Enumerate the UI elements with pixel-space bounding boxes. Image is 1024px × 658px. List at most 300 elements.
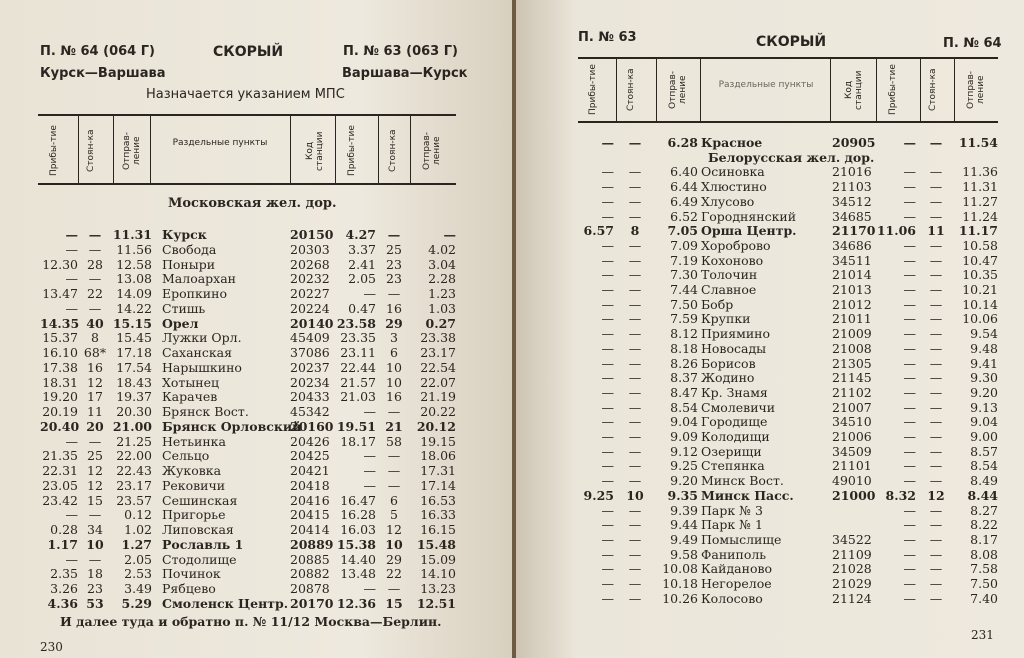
cell-departure: 0.12: [124, 507, 152, 523]
table-row: [516, 179, 1024, 194]
cell-arrival-return: —: [903, 531, 916, 547]
cell-departure: 17.54: [116, 359, 152, 375]
cell-arrival: —: [65, 241, 78, 257]
cell-departure: 14.09: [116, 286, 152, 301]
cell-departure: 7.05: [667, 223, 698, 239]
cell-departure-return: 7.58: [970, 561, 998, 577]
col-station-header: Раздельные пункты: [172, 138, 268, 148]
table-row: [516, 547, 1024, 562]
table-row: [516, 561, 1024, 576]
cell-stop-return: 22: [386, 566, 402, 582]
cell-code: 20418: [290, 477, 330, 493]
cell-arrival: 21.35: [42, 448, 78, 464]
cell-station: Кр. Знамя: [701, 384, 768, 400]
cell-stop-return: 15: [385, 595, 403, 611]
cell-code: 21012: [832, 296, 872, 312]
cell-station: Курск: [162, 227, 207, 242]
cell-stop-return: 21: [385, 418, 403, 434]
r-col-dep-header: Отправ-ление: [668, 71, 688, 109]
cell-stop-return: —: [387, 448, 401, 464]
cell-code: 20882: [290, 566, 330, 582]
cell-departure-return: 10.47: [962, 252, 998, 268]
cell-code: 20889: [290, 536, 334, 552]
table-row: [0, 537, 512, 552]
cell-departure-return: —: [443, 227, 456, 242]
cell-code: 21305: [832, 355, 872, 371]
table-row: [0, 419, 512, 434]
col-arr-header: Прибы-тие: [49, 125, 59, 177]
cell-arrival: —: [601, 473, 614, 489]
cell-departure: 5.29: [121, 595, 152, 611]
cell-departure-return: 10.21: [962, 282, 998, 297]
cell-arrival-return: —: [903, 252, 916, 268]
cell-departure-return: 16.15: [420, 522, 456, 537]
cell-station: Осиновка: [701, 164, 765, 180]
cell-departure: 15.15: [112, 315, 152, 331]
cell-arrival: 20.19: [42, 404, 78, 419]
cell-arrival-return: 18.17: [340, 433, 376, 449]
left-footer-note: И далее туда и обратно п. № 11/12 Москва—Берлин.: [60, 614, 442, 629]
cell-arrival: —: [601, 237, 614, 253]
cell-stop: 28: [87, 256, 103, 272]
cell-departure: 1.02: [124, 522, 152, 537]
cell-arrival-return: —: [903, 502, 916, 518]
cell-code: 34510: [832, 414, 872, 430]
cell-station: Рековичи: [162, 477, 226, 493]
cell-stop-return: —: [387, 404, 401, 419]
cell-arrival: —: [601, 517, 614, 533]
cell-station: Рябцево: [162, 581, 216, 596]
cell-station: Озерищи: [701, 443, 762, 459]
cell-code: 20905: [832, 135, 876, 150]
cell-arrival: 0.28: [50, 522, 78, 537]
cell-stop-return: —: [929, 502, 943, 518]
cell-departure: 21.00: [112, 418, 152, 434]
cell-stop: —: [628, 384, 642, 400]
cell-arrival: —: [601, 252, 614, 268]
cell-departure-return: 8.08: [970, 546, 998, 562]
cell-arrival: —: [601, 531, 614, 547]
cell-stop: 18: [87, 566, 103, 582]
cell-departure-return: 1.03: [428, 300, 456, 316]
cell-code: 21103: [832, 179, 872, 195]
cell-departure-return: 8.22: [970, 517, 998, 533]
cell-departure-return: 16.33: [420, 507, 456, 523]
cell-departure-return: 23.17: [420, 345, 456, 360]
cell-departure: 10.08: [662, 561, 698, 577]
cell-departure-return: 4.02: [428, 241, 456, 257]
cell-departure: 1.27: [121, 536, 152, 552]
cell-stop: —: [628, 502, 642, 518]
cell-arrival-return: —: [903, 561, 916, 577]
cell-stop: —: [628, 458, 642, 474]
cell-departure-return: 8.54: [970, 458, 998, 474]
cell-arrival-return: 8.32: [885, 487, 916, 503]
cell-code: 20150: [290, 227, 334, 242]
cell-departure: 9.58: [670, 546, 698, 562]
cell-departure: 7.59: [670, 311, 698, 327]
cell-stop: —: [628, 296, 642, 312]
cell-code: 21101: [832, 458, 872, 474]
cell-stop: —: [628, 208, 642, 224]
cell-departure: 8.18: [670, 340, 698, 356]
table-row: [516, 370, 1024, 385]
r-col-dep2-header: Отправ-ление: [966, 71, 986, 109]
cell-arrival-return: —: [903, 414, 916, 430]
r-col-code-header: Код станции: [844, 70, 864, 110]
cell-station: Красное: [701, 135, 763, 150]
cell-stop-return: 29: [386, 551, 402, 567]
cell-station: Парк № 1: [701, 517, 763, 533]
cell-departure-return: 17.14: [420, 477, 456, 493]
cell-arrival-return: —: [903, 458, 916, 474]
cell-code: 20227: [290, 286, 330, 301]
cell-arrival-return: —: [363, 581, 376, 596]
cell-departure: 6.40: [670, 164, 698, 180]
cell-arrival-return: 21.57: [340, 374, 376, 390]
table-row: [516, 429, 1024, 444]
cell-stop-return: 5: [390, 507, 398, 523]
cell-departure-return: 22.54: [420, 359, 456, 375]
cell-arrival: —: [601, 384, 614, 400]
cell-arrival: —: [601, 179, 614, 195]
cell-departure: 14.22: [116, 300, 152, 316]
table-row: [516, 282, 1024, 297]
cell-arrival: 1.17: [47, 536, 78, 552]
section-row: [516, 150, 1024, 165]
right-train-number: П. № 63: [578, 30, 637, 45]
cell-stop-return: —: [929, 414, 943, 430]
cell-stop: 53: [86, 595, 104, 611]
cell-station: Новосады: [701, 340, 767, 356]
cell-departure: 13.08: [116, 271, 152, 287]
cell-station: Липовская: [162, 522, 234, 537]
cell-code: 49010: [832, 473, 872, 489]
left-route-forward: Курск—Варшава: [40, 66, 166, 81]
cell-station: Пригорье: [162, 507, 226, 523]
cell-arrival: 23.42: [42, 492, 78, 508]
cell-stop-return: —: [387, 227, 401, 242]
cell-departure-return: 10.06: [962, 311, 998, 327]
cell-arrival-return: —: [903, 590, 916, 606]
cell-arrival-return: 22.44: [340, 359, 376, 375]
cell-station: Кайданово: [701, 561, 773, 577]
cell-stop: —: [628, 179, 642, 195]
cell-departure: 6.44: [670, 179, 698, 195]
table-row: [0, 330, 512, 345]
cell-departure: 8.26: [670, 355, 698, 371]
cell-stop-return: —: [929, 590, 943, 606]
cell-code: 20885: [290, 551, 330, 567]
cell-departure-return: 9.48: [970, 340, 998, 356]
cell-departure: 6.49: [670, 193, 698, 209]
cell-stop: —: [628, 311, 642, 327]
table-row: [0, 404, 512, 419]
table-row: [516, 488, 1024, 503]
left-route-return: Варшава—Курск: [342, 66, 468, 81]
cell-stop: 20: [86, 418, 104, 434]
cell-arrival: —: [601, 429, 614, 444]
cell-departure-return: 0.27: [425, 315, 456, 331]
cell-stop-return: —: [929, 208, 943, 224]
cell-stop-return: —: [929, 179, 943, 195]
cell-station: Брянск Орловский: [162, 418, 302, 434]
col-code-header: Код станции: [305, 131, 325, 171]
cell-stop-return: —: [929, 164, 943, 180]
cell-stop-return: —: [929, 458, 943, 474]
table-row: [516, 517, 1024, 532]
cell-code: 20268: [290, 256, 330, 272]
cell-arrival: 22.31: [42, 463, 78, 478]
right-return-train-number: П. № 64: [943, 36, 1002, 51]
cell-stop-return: —: [929, 531, 943, 547]
cell-departure-return: 17.31: [420, 463, 456, 478]
table-row: [516, 238, 1024, 253]
cell-arrival-return: —: [363, 477, 376, 493]
cell-arrival: —: [601, 414, 614, 430]
cell-departure: 17.18: [116, 345, 152, 360]
cell-arrival-return: —: [903, 267, 916, 283]
right-page-number: 231: [971, 628, 994, 642]
cell-stop: 11: [87, 404, 103, 419]
cell-arrival: —: [601, 267, 614, 283]
table-row: [516, 473, 1024, 488]
cell-station: Нарышкино: [162, 359, 242, 375]
cell-code: 20878: [290, 581, 330, 596]
cell-arrival: 13.47: [42, 286, 78, 301]
cell-arrival-return: —: [903, 384, 916, 400]
cell-arrival: —: [601, 282, 614, 297]
cell-departure-return: 9.00: [970, 429, 998, 444]
cell-station: Нетьинка: [162, 433, 226, 449]
cell-departure: 9.25: [670, 458, 698, 474]
cell-code: 20415: [290, 507, 330, 523]
cell-departure-return: 8.17: [970, 531, 998, 547]
cell-code: 21029: [832, 576, 872, 591]
cell-departure-return: 22.07: [420, 374, 456, 390]
cell-arrival: 9.25: [583, 487, 614, 503]
cell-departure: 10.18: [662, 576, 698, 591]
cell-stop-return: 58: [386, 433, 402, 449]
r-col-station-header: Раздельные пункты: [718, 80, 814, 90]
table-row: [0, 478, 512, 493]
cell-arrival-return: —: [903, 576, 916, 591]
cell-station: Хлюстино: [701, 179, 767, 195]
table-row: [516, 414, 1024, 429]
cell-departure-return: 23.38: [420, 330, 456, 346]
cell-code: 20224: [290, 300, 330, 316]
cell-arrival: 3.26: [50, 581, 78, 596]
cell-arrival: —: [601, 355, 614, 371]
cell-station: Саханская: [162, 345, 233, 360]
cell-station: Крупки: [701, 311, 751, 327]
cell-stop: —: [628, 237, 642, 253]
cell-code: 34512: [832, 193, 872, 209]
cell-station: Городище: [701, 414, 768, 430]
cell-station: Хороброво: [701, 237, 771, 253]
cell-arrival-return: —: [903, 370, 916, 386]
table-row: [0, 345, 512, 360]
table-row: [516, 503, 1024, 518]
cell-arrival-return: —: [363, 286, 376, 301]
cell-departure: 3.49: [124, 581, 152, 596]
cell-arrival-return: —: [363, 448, 376, 464]
cell-code: 20237: [290, 359, 330, 375]
cell-station: Хлусово: [701, 193, 755, 209]
cell-station: Бобр: [701, 296, 734, 312]
cell-arrival: —: [601, 561, 614, 577]
cell-departure-return: 9.04: [970, 414, 998, 430]
cell-arrival-return: —: [903, 282, 916, 297]
cell-arrival: —: [601, 311, 614, 327]
cell-stop-return: 3: [390, 330, 398, 346]
cell-arrival-return: 16.28: [340, 507, 376, 523]
cell-arrival-return: 3.37: [348, 241, 376, 257]
cell-departure-return: 9.41: [970, 355, 998, 371]
cell-stop: —: [628, 252, 642, 268]
cell-departure: 9.44: [670, 517, 698, 533]
cell-code: 20425: [290, 448, 330, 464]
cell-arrival-return: —: [903, 179, 916, 195]
cell-stop-return: —: [929, 429, 943, 444]
cell-code: 34522: [832, 531, 872, 547]
cell-arrival: —: [601, 502, 614, 518]
cell-stop-return: 16: [386, 389, 402, 405]
cell-departure: 9.35: [667, 487, 698, 503]
cell-stop-return: 23: [386, 271, 402, 287]
cell-departure-return: 21.19: [420, 389, 456, 405]
cell-code: 21013: [832, 282, 872, 297]
cell-code: 21007: [832, 399, 872, 415]
cell-stop: 10: [626, 487, 644, 503]
cell-arrival-return: —: [903, 443, 916, 459]
cell-stop: —: [628, 473, 642, 489]
cell-departure-return: 8.44: [967, 487, 998, 503]
cell-station: Стишь: [162, 300, 206, 316]
cell-stop-return: —: [929, 546, 943, 562]
cell-stop: —: [628, 326, 642, 342]
cell-code: 34511: [832, 252, 872, 268]
cell-stop: 40: [86, 315, 104, 331]
cell-arrival-return: 0.47: [348, 300, 376, 316]
cell-stop-return: 16: [386, 300, 402, 316]
cell-code: 20234: [290, 374, 330, 390]
cell-stop-return: —: [929, 340, 943, 356]
left-note: Назначается указанием МПС: [146, 87, 345, 102]
cell-stop-return: 29: [385, 315, 403, 331]
cell-stop: 22: [87, 286, 103, 301]
cell-code: 20433: [290, 389, 330, 405]
table-row: [516, 326, 1024, 341]
cell-station: Негорелое: [701, 576, 772, 591]
cell-arrival-return: —: [903, 164, 916, 180]
cell-stop: —: [628, 135, 642, 150]
cell-stop-return: —: [929, 267, 943, 283]
cell-code: 37086: [290, 345, 330, 360]
cell-arrival-return: 23.35: [340, 330, 376, 346]
cell-departure: 6.28: [667, 135, 698, 150]
table-row: [516, 400, 1024, 415]
cell-arrival-return: —: [903, 517, 916, 533]
cell-departure-return: 9.20: [970, 384, 998, 400]
cell-station: Сешинская: [162, 492, 238, 508]
cell-stop: —: [628, 590, 642, 606]
cell-code: 20416: [290, 492, 330, 508]
table-row: [0, 596, 512, 611]
cell-station: Лужки Орл.: [162, 330, 242, 346]
cell-station: Толочин: [701, 267, 758, 283]
cell-stop-return: —: [929, 282, 943, 297]
left-train-number: П. № 64 (064 Г): [40, 44, 155, 59]
r-col-arr2-header: Прибы-тие: [888, 64, 898, 116]
cell-departure-return: 14.10: [420, 566, 456, 582]
cell-station: Смолевичи: [701, 399, 776, 415]
table-row: [0, 507, 512, 522]
left-header-top-rule: [38, 114, 456, 116]
left-train-type: СКОРЫЙ: [213, 44, 284, 60]
cell-stop: —: [88, 227, 102, 242]
cell-arrival-return: —: [903, 546, 916, 562]
table-row: [0, 389, 512, 404]
cell-departure-return: 11.54: [958, 135, 998, 150]
cell-arrival: 20.40: [40, 418, 80, 434]
cell-stop: 17: [87, 389, 103, 405]
cell-stop-return: 6: [390, 345, 398, 360]
cell-departure-return: 10.35: [962, 267, 998, 283]
cell-departure: 7.44: [670, 282, 698, 297]
table-row: [516, 194, 1024, 209]
cell-arrival-return: —: [903, 208, 916, 224]
cell-departure-return: 11.31: [962, 179, 998, 195]
cell-departure: 8.12: [670, 326, 698, 342]
cell-departure-return: 13.23: [420, 581, 456, 596]
cell-departure: 23.57: [116, 492, 152, 508]
cell-stop-return: 10: [386, 374, 402, 390]
right-timetable: [516, 135, 1024, 610]
cell-arrival: —: [601, 370, 614, 386]
cell-departure: 9.04: [670, 414, 698, 430]
table-row: [516, 356, 1024, 371]
cell-code: 20303: [290, 241, 330, 257]
left-timetable: [0, 227, 512, 611]
cell-station: Парк № 3: [701, 502, 763, 518]
cell-stop: —: [88, 241, 102, 257]
cell-arrival: 14.35: [40, 315, 80, 331]
cell-stop: —: [628, 340, 642, 356]
cell-departure-return: 7.40: [970, 590, 998, 606]
cell-arrival: —: [65, 300, 78, 316]
cell-arrival-return: 2.41: [348, 256, 376, 272]
cell-stop: —: [628, 370, 642, 386]
cell-station: Жуковка: [162, 463, 222, 478]
table-row: [516, 267, 1024, 282]
cell-station: Сельцо: [162, 448, 210, 464]
cell-stop-return: —: [387, 581, 401, 596]
cell-departure: 11.56: [116, 241, 152, 257]
cell-stop: 8: [630, 223, 640, 239]
cell-arrival-return: —: [903, 326, 916, 342]
cell-stop-return: —: [929, 517, 943, 533]
cell-departure-return: 11.17: [958, 223, 998, 239]
cell-code: 21124: [832, 590, 872, 606]
cell-stop-return: 6: [390, 492, 398, 508]
cell-stop-return: —: [929, 399, 943, 415]
cell-stop: —: [628, 561, 642, 577]
cell-departure-return: 9.30: [970, 370, 998, 386]
cell-arrival: —: [65, 433, 78, 449]
cell-code: 21102: [832, 384, 872, 400]
cell-stop-return: —: [929, 561, 943, 577]
